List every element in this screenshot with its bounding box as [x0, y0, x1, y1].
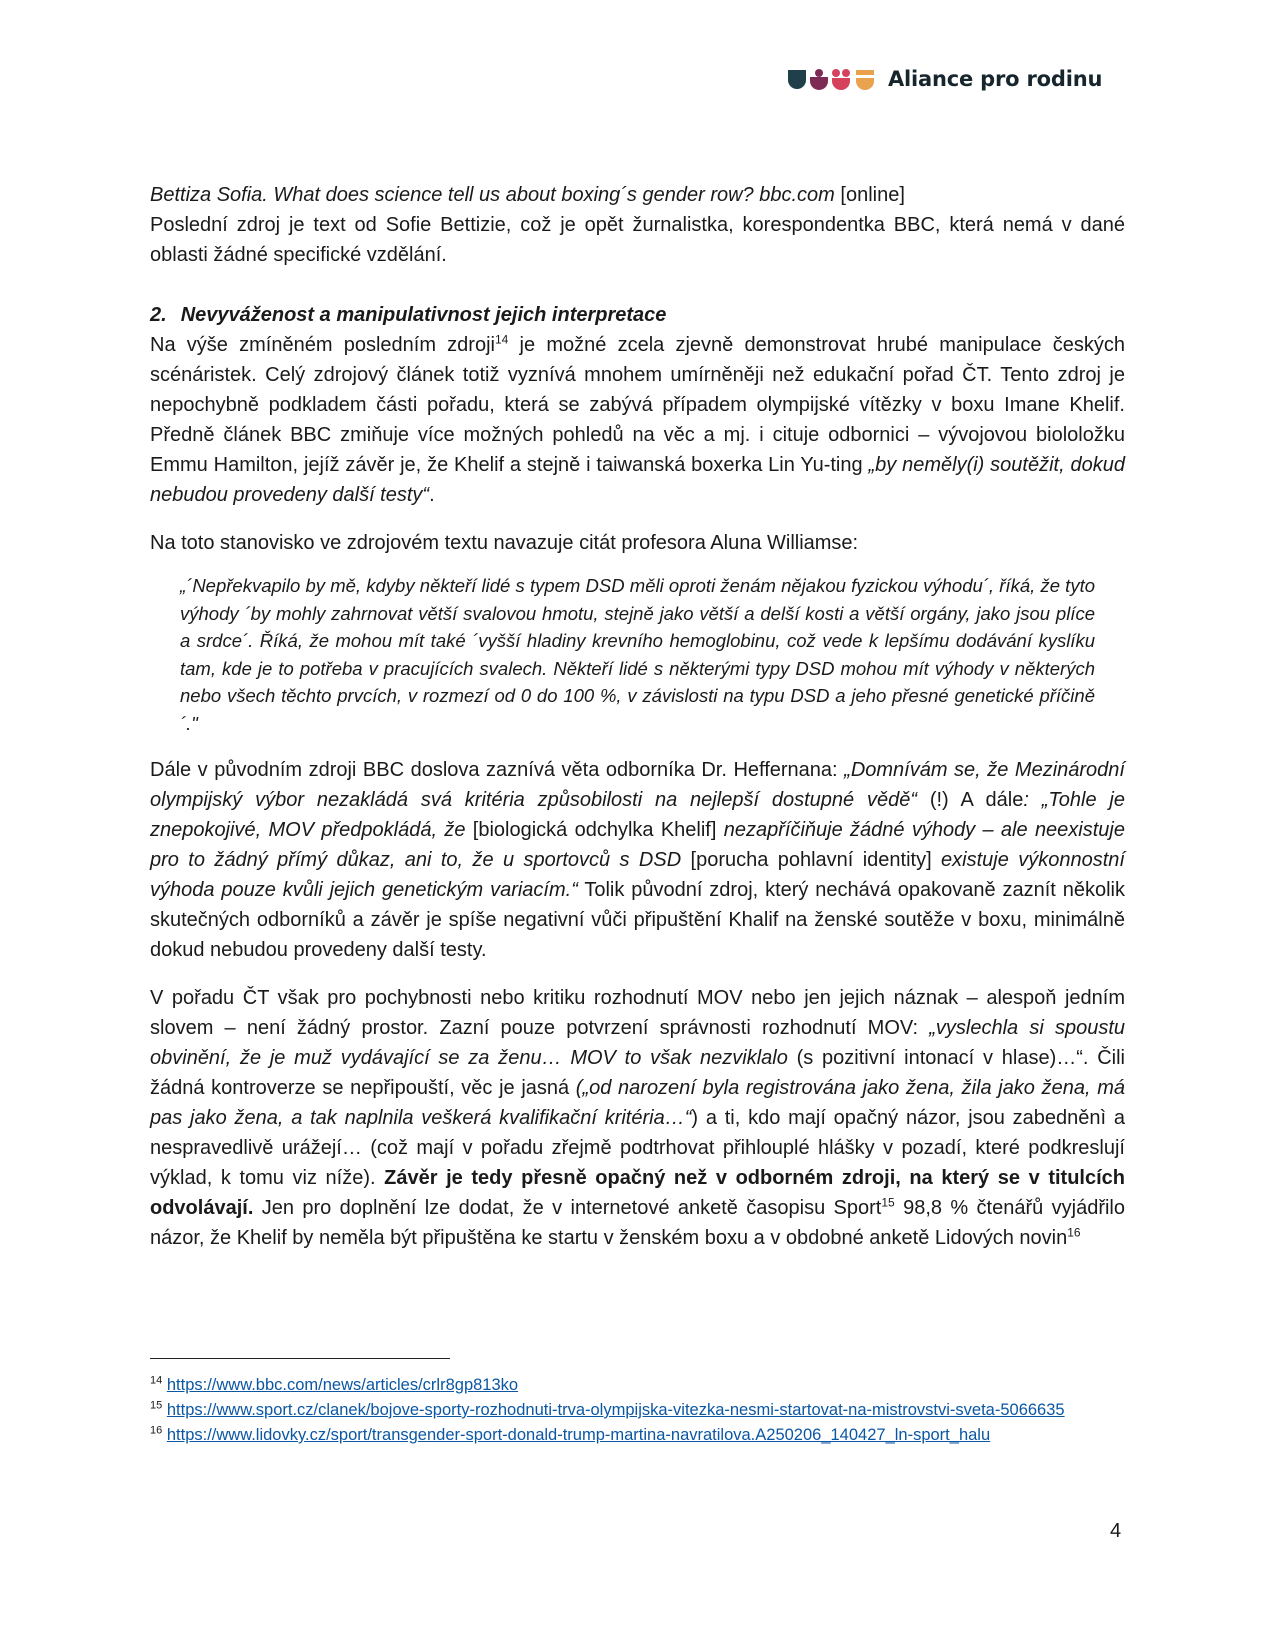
paragraph-1 [150, 330, 1125, 510]
section-heading [150, 300, 1125, 330]
footnote-ref-15[interactable]: 15 [881, 1195, 895, 1210]
footnote-link-15[interactable]: https://www.sport.cz/clanek/bojove-sporty-rozhodnuti-trva-olympijska-vitezka-nesmi-startovat-na-mistrovstvi-sveta-5066635 [166, 1401, 1065, 1419]
heading-text: Nevyváženost a manipulativnost jejich interpretace [180, 304, 667, 326]
footnote-16 [150, 1423, 1125, 1448]
footnote-link-16[interactable]: https://www.lidovky.cz/sport/transgender-sport-donald-trump-martina-navratilova.A250206_140427_ln-sport_halu [166, 1426, 991, 1444]
p3-quote-3: nezapříčiňuje žádné výhody – ale neexistuje pro to žádný přímý důkaz, ani to, že u sportovců s DSD [150, 819, 1125, 871]
footnotes [150, 1373, 1125, 1448]
main-content [150, 180, 1125, 1253]
p4-conclusion: Závěr je tedy přesně opačný než v odborném zdroji, na který se v titulcích odvolávají. [150, 1167, 1125, 1219]
paragraph-4 [150, 983, 1125, 1253]
p3-quote-1: „Domnívám se, že Mezinárodní olympijský výbor nezakládá svá kritéria způsobilosti na nejlepší dostupné vědě“ [150, 759, 1125, 811]
p4-text-c: ) a ti, kdo mají opačný názor, jsou zabedněnì a nespravedlivě urážejí… (což mají v pořadu zřejmě podtrhovat přihlouplé hlášky v pozadí, které podkreslují výklad, k tomu viz níže). [150, 1107, 1126, 1189]
p3-text-a: Dále v původním zdroji BBC doslova zaznívá věta odborníka Dr. Heffernana: [150, 759, 845, 781]
footnote-link-14[interactable]: https://www.bbc.com/news/articles/crlr8gp813ko [166, 1376, 519, 1394]
brand-name: Aliance pro rodinu [888, 67, 1103, 91]
p3-text-e: Tolik původní zdroj, který nechává opakovaně zaznít několik skutečných odborníků a závěr je spíše negativní vůči připuštění Khalif na ženské soutěže v boxu, minimálně dokud nebudou provedeny další testy. [150, 879, 1125, 961]
footnote-divider [150, 1358, 450, 1359]
p4-text-b: (s pozitivní intonací v hlase)…“. Čili žádná kontroverze se nepřipouští, věc je jasná [150, 1047, 1125, 1099]
p1-text-b: je možné zcela zjevně demonstrovat hrubé manipulace českých scénáristek. Celý zdrojový článek totiž vyznívá mnohem umírněněji než edukační pořad ČT. Tento zdroj je nepochybně podkladem části pořadu, která se zabývá případem olympijské vítězky v boxu Imane Khelif. Předně článek BBC zmiňuje více možných pohledů na věc a mj. i cituje odbornici – vývojovou biololožku Emmu Hamilton, jejíž závěr je, že Khelif a stejně i taiwanská boxerka Lin Yu-ting [150, 334, 1125, 476]
footnote-number: 15 [150, 1399, 163, 1412]
p4-quote-1: „vyslechla si spoustu obvinění, že je muž vydávající se za ženu… MOV to však nezviklalo [150, 1017, 1125, 1069]
footnote-15 [150, 1398, 1125, 1423]
page-number: 4 [1110, 1520, 1122, 1542]
p4-text-e: 98,8 % čtenářů vyjádřilo názor, že Khelif by neměla být připuštěna ke startu v ženském boxu a v obdobné anketě Lidových novin [150, 1197, 1125, 1249]
footnote-ref-14[interactable]: 14 [494, 332, 509, 347]
paragraph-2: Na toto stanovisko ve zdrojovém textu navazuje citát profesora Aluna Williamse: [150, 532, 859, 554]
p3-text-b: (!) A dále [917, 789, 1024, 811]
footnote-ref-16[interactable]: 16 [1067, 1225, 1081, 1240]
family-logo-icon [786, 66, 878, 92]
source-title: Bettiza Sofia. What does science tell us about boxing´s gender row? bbc.com [150, 184, 835, 206]
p3-quote-4: existuje výkonnostní výhoda pouze kvůli jejich genetickým variacím.“ [150, 849, 1125, 901]
p3-quote-2: : „Tohle je znepokojivé, MOV předpokládá, že [150, 789, 1125, 841]
footnote-14 [150, 1373, 1125, 1398]
p4-quote-2: („od narození byla registrována jako žena, žila jako žena, má pas jako žena, a tak naplnila veškerá kvalifikační kritéria…“ [150, 1077, 1125, 1129]
p1-end: . [429, 484, 435, 506]
source-tag: [online] [840, 184, 905, 206]
p1-quote: „by neměly(i) soutěžit, dokud nebudou provedeny další testy“ [150, 454, 1125, 506]
source-paragraph [150, 180, 1125, 270]
footnote-number: 14 [150, 1374, 163, 1387]
paragraph-3 [150, 755, 1125, 965]
p4-text-a: V pořadu ČT však pro pochybnosti nebo kritiku rozhodnutí MOV nebo jen jejich náznak – alespoň jedním slovem – není žádný prostor. Zazní pouze potvrzení správnosti rozhodnutí MOV: [150, 987, 1125, 1039]
footnote-number: 16 [150, 1424, 163, 1437]
block-quote: „´Nepřekvapilo by mě, kdyby někteří lidé s typem DSD měli oproti ženám nějakou fyzickou výhodu´, říká, že tyto výhody ´by mohly zahrnovat větší svalovou hmotu, stejně jako větší a delší kosti a větší orgány, jako jsou plíce a srdce´. Říká, že mohou mít také ´vyšší hladiny krevního hemoglobinu, což vede k lepšímu dodávání kyslíku tam, kde je to potřeba v pracujících svalech. Někteří lidé s některými typy DSD mohou mít výhody v některých nebo všech těchto prvcích, v rozmezí od 0 do 100 %, v závislosti na typu DSD a jeho přesné genetické příčině´." [180, 575, 1095, 734]
p3-text-d: [porucha pohlavní identity] [681, 849, 942, 871]
p3-text-c: [biologická odchylka Khelif] [465, 819, 724, 841]
p4-text-d: Jen pro doplnění lze dodat, že v internetové anketě časopisu Sport [253, 1197, 882, 1219]
source-description: Poslední zdroj je text od Sofie Bettizie, což je opět žurnalistka, korespondentka BBC, která nemá v dané oblasti žádné specifické vzdělání. [150, 214, 1125, 266]
header [786, 66, 1102, 92]
p1-text-a: Na výše zmíněném posledním zdroji [150, 334, 495, 356]
heading-number: 2. [150, 304, 167, 326]
